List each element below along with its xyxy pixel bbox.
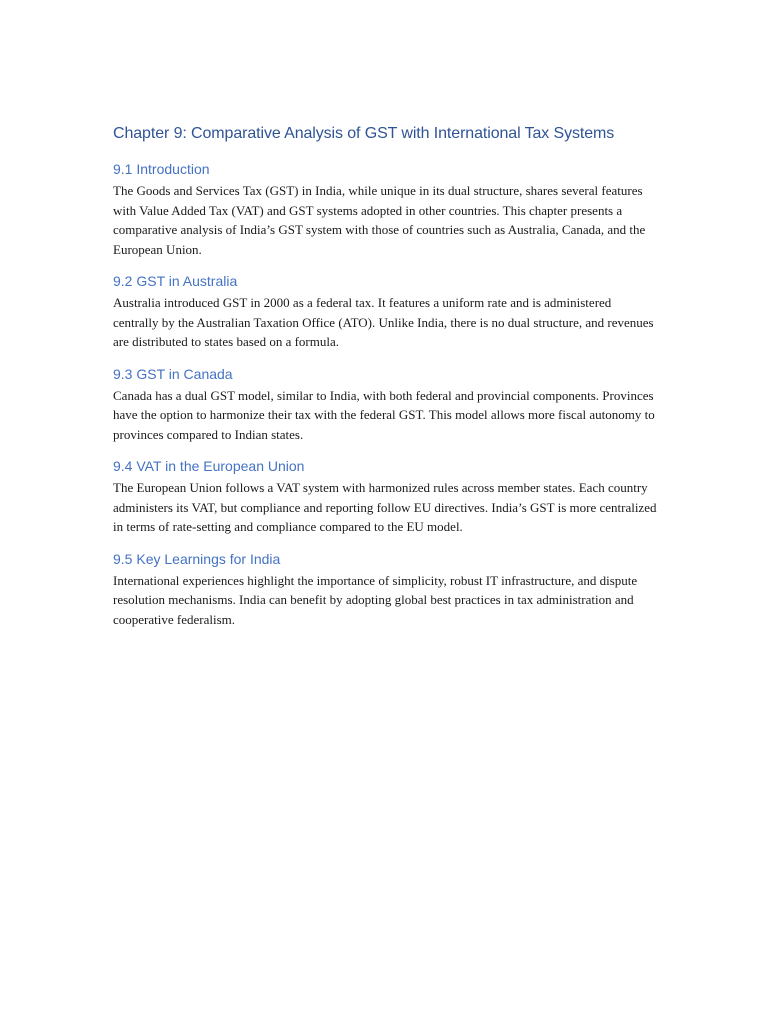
section-key-learnings xyxy=(113,549,658,630)
section-european-union xyxy=(113,456,658,537)
document-page xyxy=(113,122,658,641)
section-heading: 9.3 GST in Canada xyxy=(113,365,233,382)
section-heading: 9.1 Introduction xyxy=(113,161,210,177)
section-heading: 9.4 VAT in the European Union xyxy=(113,458,305,474)
section-body: Canada has a dual GST model, similar to India, with both federal and provincial components. Provinces have the option to harmonize their tax with the federal GST. This model allows more fiscal autonomy to provinces compared to Indian states. xyxy=(113,387,655,442)
section-body: Australia introduced GST in 2000 as a federal tax. It features a uniform rate and is administered centrally by the Australian Taxation Office (ATO). Unlike India, there is no dual structure, and revenues are distributed to states based on a formula. xyxy=(113,295,654,349)
section-body: International experiences highlight the importance of simplicity, robust IT infrastructure, and dispute resolution mechanisms. India can benefit by adopting global best practices in tax administration and cooperative federalism. xyxy=(113,572,638,627)
section-introduction xyxy=(113,159,658,259)
section-heading: 9.2 GST in Australia xyxy=(113,273,238,289)
section-heading: 9.5 Key Learnings for India xyxy=(113,550,281,567)
chapter-title: Chapter 9: Comparative Analysis of GST with International Tax Systems xyxy=(113,125,615,142)
section-body: The Goods and Services Tax (GST) in India, while unique in its dual structure, shares several features with Value Added Tax (VAT) and GST systems adopted in other countries. This chapter presents a comparative analysis of India’s GST system with those of countries such as Australia, Canada, and the European Union. xyxy=(113,183,646,257)
section-australia xyxy=(113,271,658,352)
section-canada xyxy=(113,364,658,445)
section-body: The European Union follows a VAT system with harmonized rules across member states. Each country administers its VAT, but compliance and reporting follow EU directives. India’s GST is more centralized in terms of rate-setting and compliance compared to the EU model. xyxy=(113,480,657,534)
